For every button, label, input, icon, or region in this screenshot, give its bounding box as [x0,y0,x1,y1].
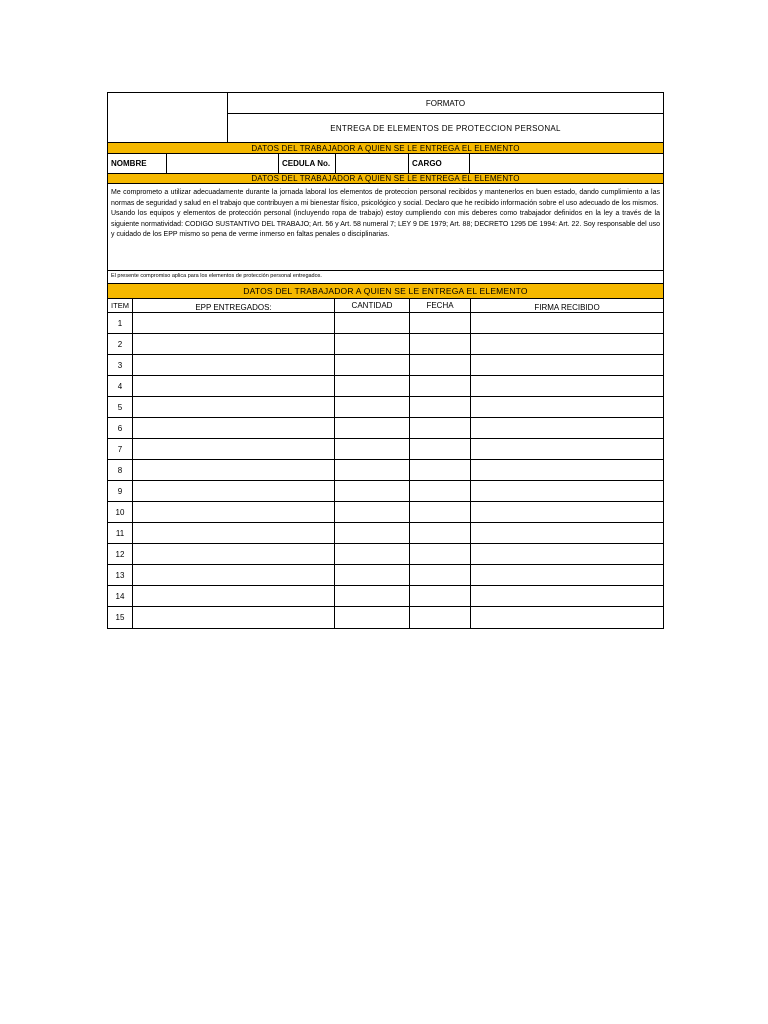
fecha-cell[interactable] [410,544,471,564]
section1-band: DATOS DEL TRABAJADOR A QUIEN SE LE ENTREGA EL ELEMENTO [108,143,663,153]
fecha-cell[interactable] [410,355,471,375]
item-number: 12 [108,544,133,564]
epp-cell[interactable] [133,502,335,522]
fecha-header: FECHA [410,299,471,312]
cantidad-cell[interactable] [335,460,410,480]
item-number: 7 [108,439,133,459]
firma-cell[interactable] [471,334,663,354]
firma-cell[interactable] [471,460,663,480]
epp-cell[interactable] [133,439,335,459]
item-number: 8 [108,460,133,480]
cantidad-cell[interactable] [335,376,410,396]
fecha-cell[interactable] [410,523,471,543]
fecha-cell[interactable] [410,481,471,501]
cantidad-cell[interactable] [335,607,410,628]
epp-cell[interactable] [133,523,335,543]
table-row [108,439,663,460]
item-number: 1 [108,313,133,333]
table-header-row [108,299,663,313]
cantidad-cell[interactable] [335,544,410,564]
commitment-paragraph-1: Me comprometo a utilizar adecuadamente durante la jornada laboral los elementos de proteccion personal recibidos y mantenerlos en buen estado, dando cumplimiento a las normas de seguridad y salud en el trabajo que contribuyen a mi bienestar físico, psicológico y social. Declaro que he recibido información sobre el uso adecuado de los mismos. [111,189,660,207]
table-row [108,607,663,628]
section3-band-row [108,284,663,299]
epp-cell[interactable] [133,313,335,333]
cantidad-cell[interactable] [335,523,410,543]
cedula-field[interactable] [336,154,409,173]
commitment-paragraph-2: Usando los equipos y elementos de protección personal (incluyendo ropa de trabajo) estoy cumpliendo con mis deberes como trabajador definidos en la ley a través de la siguiente normatividad: CODIGO SUSTANTIVO DEL TRABAJO; Art. 56 y Art. 58 numeral 7; LEY 9 DE 1979; Art. 88; DECRETO 1295 DE 1994: Art. 22. Soy responsable del uso y cuidado de los EPP mismo so pena de verme inmerso en faltas penales o disciplinarias. [111,210,660,238]
item-header: ITEM [108,299,133,312]
commitment-note: El presente compromiso aplica para los elementos de protección personal entregados. [111,273,322,279]
firma-cell[interactable] [471,313,663,333]
firma-cell[interactable] [471,355,663,375]
section1-band-row [108,143,663,154]
section3-band: DATOS DEL TRABAJADOR A QUIEN SE LE ENTREGA EL ELEMENTO [108,284,663,298]
item-number: 13 [108,565,133,585]
section2-band-row [108,174,663,184]
cantidad-cell[interactable] [335,502,410,522]
fecha-cell[interactable] [410,586,471,606]
table-row [108,586,663,607]
form-header [108,93,663,143]
fecha-cell[interactable] [410,334,471,354]
cargo-label: CARGO [409,154,470,173]
cantidad-cell[interactable] [335,334,410,354]
firma-cell[interactable] [471,397,663,417]
item-number: 14 [108,586,133,606]
commitment-text [108,184,663,270]
epp-cell[interactable] [133,376,335,396]
cantidad-cell[interactable] [335,355,410,375]
cantidad-cell[interactable] [335,439,410,459]
fecha-cell[interactable] [410,313,471,333]
firma-cell[interactable] [471,565,663,585]
commitment-row [108,184,663,271]
cantidad-cell[interactable] [335,586,410,606]
table-row [108,460,663,481]
item-number: 3 [108,355,133,375]
table-row [108,397,663,418]
item-number: 4 [108,376,133,396]
firma-cell[interactable] [471,523,663,543]
table-row [108,313,663,334]
epp-cell[interactable] [133,565,335,585]
epp-cell[interactable] [133,418,335,438]
fecha-cell[interactable] [410,565,471,585]
table-row [108,334,663,355]
item-number: 10 [108,502,133,522]
cantidad-cell[interactable] [335,481,410,501]
table-row [108,544,663,565]
fecha-cell[interactable] [410,418,471,438]
firma-cell[interactable] [471,544,663,564]
logo-area [108,93,228,142]
cedula-label: CEDULA No. [279,154,336,173]
item-number: 6 [108,418,133,438]
item-number: 2 [108,334,133,354]
table-row [108,355,663,376]
item-number: 9 [108,481,133,501]
epp-cell[interactable] [133,355,335,375]
item-number: 5 [108,397,133,417]
fecha-cell[interactable] [410,502,471,522]
table-row [108,502,663,523]
cantidad-header: CANTIDAD [335,299,410,312]
fecha-cell[interactable] [410,607,471,628]
nombre-label: NOMBRE [108,154,167,173]
section2-band: DATOS DEL TRABAJADOR A QUIEN SE LE ENTREGA EL ELEMENTO [108,174,663,183]
epp-cell[interactable] [133,481,335,501]
cantidad-cell[interactable] [335,397,410,417]
nombre-field[interactable] [167,154,279,173]
fecha-cell[interactable] [410,439,471,459]
table-body [108,313,663,628]
epp-delivery-form [107,92,664,629]
cantidad-cell[interactable] [335,418,410,438]
cantidad-cell[interactable] [335,313,410,333]
epp-header: EPP ENTREGADOS: [133,299,335,312]
epp-cell[interactable] [133,334,335,354]
cantidad-cell[interactable] [335,565,410,585]
table-row [108,376,663,397]
table-row [108,523,663,544]
firma-cell[interactable] [471,502,663,522]
formato-label: FORMATO [228,93,663,114]
epp-cell[interactable] [133,397,335,417]
firma-cell[interactable] [471,586,663,606]
epp-cell[interactable] [133,586,335,606]
table-row [108,481,663,502]
firma-cell[interactable] [471,439,663,459]
cargo-field[interactable] [470,154,663,173]
item-number: 15 [108,607,133,628]
table-row [108,418,663,439]
firma-cell[interactable] [471,376,663,396]
fecha-cell[interactable] [410,376,471,396]
note-row [108,271,663,284]
firma-cell[interactable] [471,481,663,501]
epp-cell[interactable] [133,544,335,564]
epp-cell[interactable] [133,460,335,480]
epp-cell[interactable] [133,607,335,628]
worker-data-row [108,154,663,174]
form-title: ENTREGA DE ELEMENTOS DE PROTECCION PERSONAL [330,123,561,133]
firma-cell[interactable] [471,607,663,628]
table-row [108,565,663,586]
fecha-cell[interactable] [410,460,471,480]
firma-header: FIRMA RECIBIDO [534,303,600,312]
fecha-cell[interactable] [410,397,471,417]
item-number: 11 [108,523,133,543]
firma-cell[interactable] [471,418,663,438]
header-titles [228,93,663,142]
